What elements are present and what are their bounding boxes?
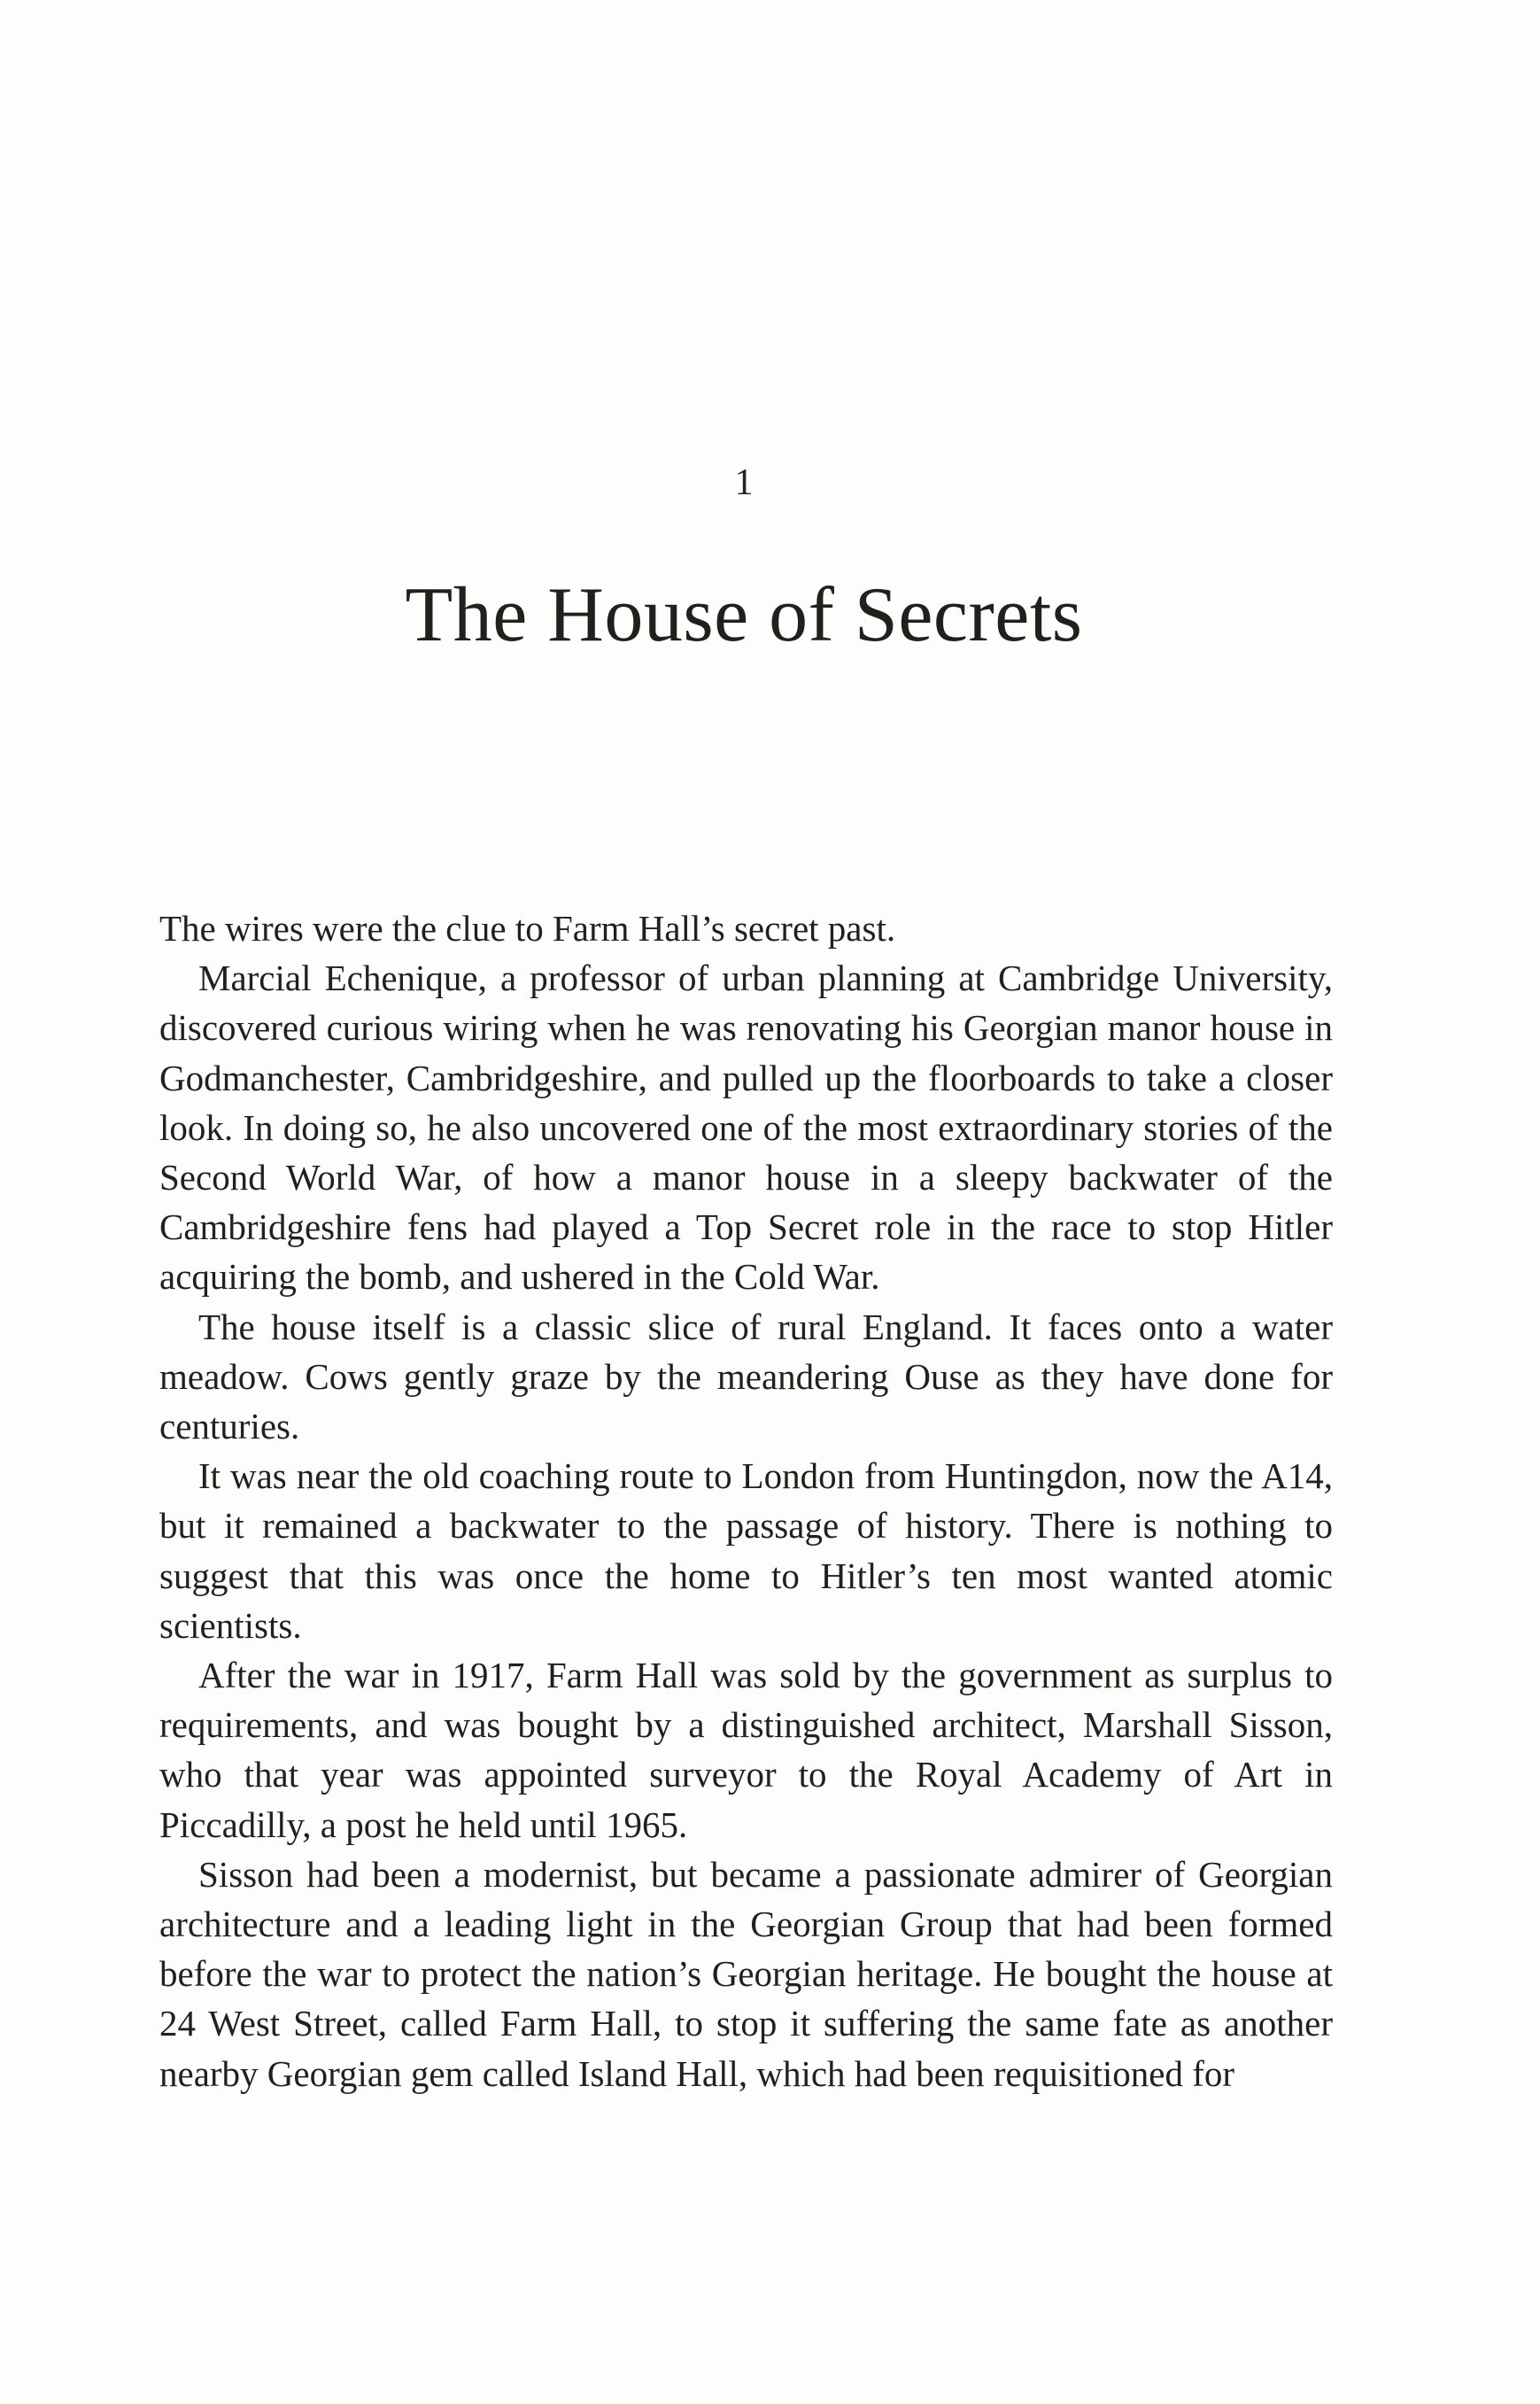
paragraph: Sisson had been a modernist, but became a passionate admirer of Georgian architecture and a leading light in the Georgian Group that had been formed before the war to protect the nation’s Georgian heritage. He bought the house at 24 West Street, called Farm Hall, to stop it suffering the same fate as another nearby Georgian gem called Island Hall, which had been requisitioned for	[159, 1853, 1333, 2094]
body-text	[159, 903, 1333, 2098]
chapter-title: The House of Secrets	[405, 572, 1083, 658]
paragraph: It was near the old coaching route to London from Huntingdon, now the A14, but it remained a backwater to the passage of history. There is nothing to suggest that this was once the home to Hitler’s ten most wanted atomic scientists.	[159, 1455, 1333, 1646]
chapter-number: 1	[734, 462, 754, 503]
paragraph: Marcial Echenique, a professor of urban planning at Cambridge University, discovered curious wiring when he was renovating his Georgian manor house in Godmanchester, Cambridgeshire, and pulled up the floorboards to take a closer look. In doing so, he also uncovered one of the most extraordinary stories of the Second World War, of how a manor house in a sleepy backwater of the Cambridgeshire fens had played a Top Secret role in the race to stop Hitler acquiring the bomb, and ushered in the Cold War.	[159, 958, 1333, 1298]
paragraph: The wires were the clue to Farm Hall’s secret past.	[159, 908, 896, 949]
paragraph: The house itself is a classic slice of rural England. It faces onto a water meadow. Cows gently graze by the meandering Ouse as they have done for centuries.	[159, 1306, 1333, 1447]
paragraph: After the war in 1917, Farm Hall was sold by the government as surplus to requirements, and was bought by a distinguished architect, Marshall Sisson, who that year was appointed surveyor to the Royal Academy of Art in Piccadilly, a post he held until 1965.	[159, 1655, 1333, 1845]
